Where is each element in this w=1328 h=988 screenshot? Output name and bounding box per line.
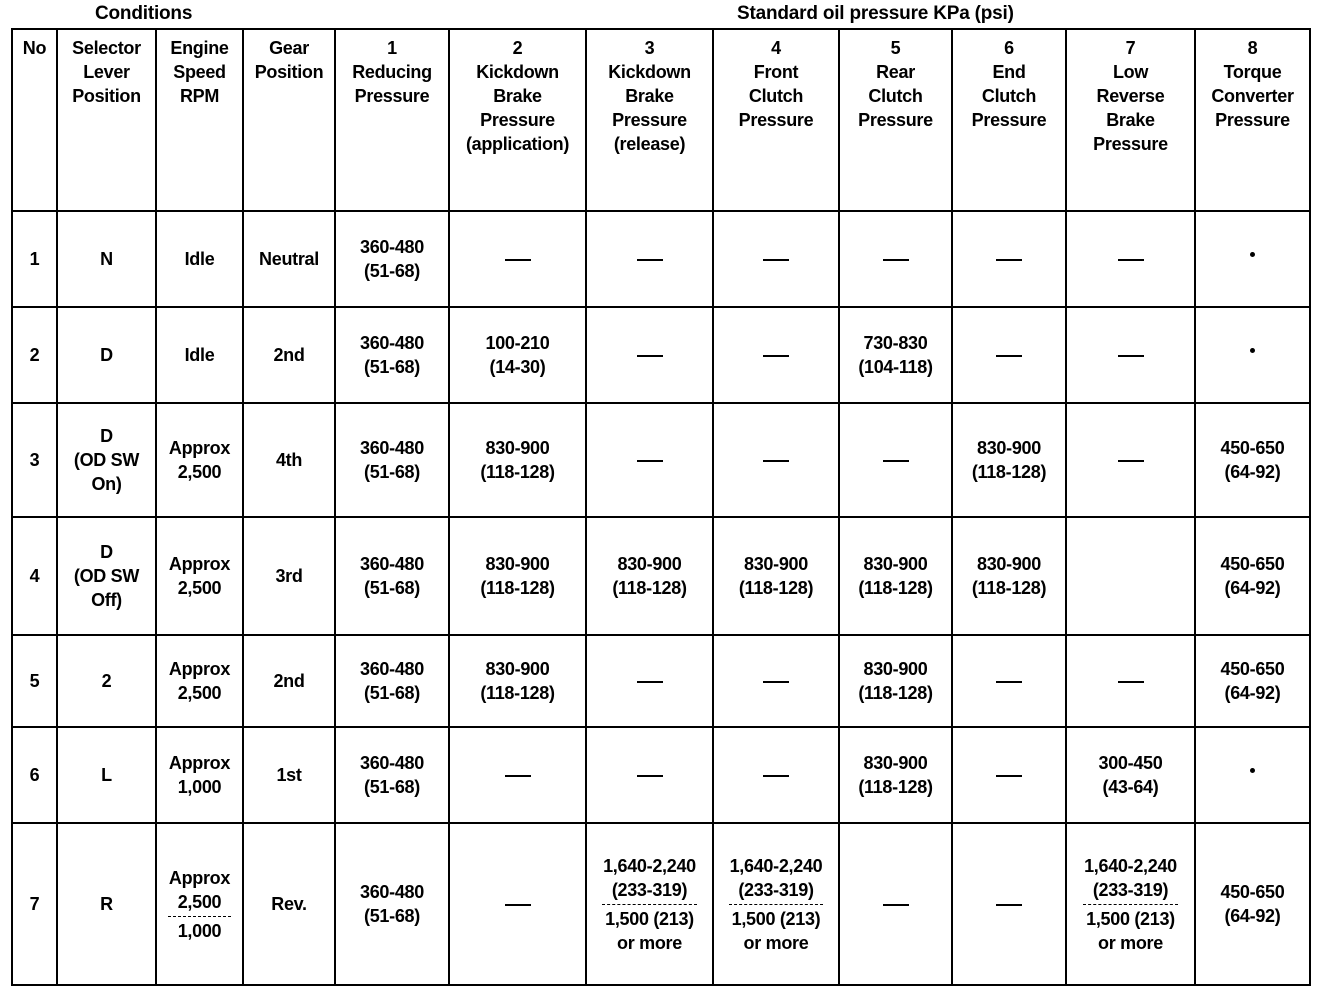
header-row [12,29,1310,211]
cell-end-clutch [952,307,1066,403]
cell-text: 1,500 (213) [605,908,694,929]
cell-text: 1,500 (213) [731,908,821,929]
cell-low-reverse-brake [1066,211,1195,307]
cell-no [12,211,57,307]
cell-text: (233-319) [738,879,814,900]
table-body [12,211,1310,985]
split-divider [729,904,823,905]
no-value-dash [1118,259,1144,261]
cell-kickdown-application [449,635,586,727]
header-text: 5 [890,38,901,58]
no-value-dash [763,355,789,357]
header-front-clutch [713,29,839,211]
no-value-dash [637,259,663,261]
header-text: Lever [83,62,130,82]
cell-no [12,517,57,635]
cell-text: 450-650 [1220,554,1285,574]
cell-low-reverse-brake [1066,635,1195,727]
header-text: (release) [613,134,686,154]
no-value-dash [883,460,909,462]
cell-text: (118-128) [738,578,814,598]
header-text: 8 [1247,38,1258,58]
cell-torque-converter [1195,727,1310,823]
cell-kickdown-application [449,823,586,985]
cell-text: (64-92) [1224,683,1281,703]
cell-no [12,635,57,727]
cell-text: 1st [276,765,302,785]
cell-text: Neutral [259,249,319,269]
header-text: Pressure [971,110,1047,130]
cell-text: 360-480 [360,333,424,353]
cell-end-clutch [952,823,1066,985]
cell-selector-lever [57,307,156,403]
cell-text: 2 [101,671,112,691]
header-selector-lever [57,29,156,211]
cell-text: Approx [168,753,231,773]
cell-gear-position [243,823,335,985]
pressure-caption: Standard oil pressure KPa (psi) [737,3,1014,24]
no-value-dash [1118,460,1144,462]
cell-text: (233-319) [611,879,688,900]
header-text: (application) [465,134,570,154]
header-text: RPM [179,86,220,106]
header-engine-speed [156,29,243,211]
cell-text: 1,000 [177,920,222,941]
cell-end-clutch [952,727,1066,823]
cell-low-reverse-brake [1066,517,1195,635]
header-text: Converter [1211,86,1294,106]
split-divider [168,916,231,917]
cell-text: D [100,426,113,446]
cell-rear-clutch [839,727,952,823]
cell-text: 1,000 [177,777,222,797]
cell-text: (118-128) [480,683,555,703]
no-value-dash [883,904,909,906]
header-text: Low [1112,62,1149,82]
cell-low-reverse-brake [1066,823,1195,985]
cell-torque-converter [1195,517,1310,635]
header-kickdown-application [449,29,586,211]
cell-rear-clutch [839,823,952,985]
cell-text: 360-480 [360,237,424,257]
cell-text: (233-319) [1092,879,1169,900]
header-text: Pressure [1093,134,1168,154]
no-value-dash [996,775,1022,777]
cell-rear-clutch [839,307,952,403]
cell-text: 2nd [273,671,305,691]
cell-selector-lever [57,211,156,307]
cell-text: 100-210 [485,333,550,353]
cell-reducing-pressure [335,211,449,307]
header-text: Pressure [858,110,933,130]
cell-reducing-pressure [335,307,449,403]
cell-text: 830-900 [485,438,550,458]
header-text: 6 [1004,38,1014,58]
cell-rear-clutch [839,211,952,307]
cell-text: 830-900 [863,753,928,773]
header-torque-converter [1195,29,1310,211]
cell-torque-converter [1195,307,1310,403]
cell-text: (51-68) [364,906,420,926]
cell-reducing-pressure [335,823,449,985]
cell-text: (64-92) [1224,906,1281,926]
cell-front-clutch [713,727,839,823]
cell-front-clutch [713,635,839,727]
no-value-dash [763,681,789,683]
header-text: Brake [1106,110,1155,130]
cell-kickdown-release [586,403,713,517]
cell-text: 3rd [275,566,303,586]
cell-kickdown-release [586,727,713,823]
no-value-dash [505,904,531,906]
no-value-dash [637,355,663,357]
oil-pressure-table [11,28,1311,986]
header-no [12,29,57,211]
cell-text: 830-900 [863,554,928,574]
cell-text: 830-900 [863,659,928,679]
cell-text: 2,500 [177,462,222,482]
cell-text: (14-30) [489,357,546,377]
no-value-dash [637,681,663,683]
cell-kickdown-release [586,211,713,307]
cell-end-clutch [952,635,1066,727]
header-text: Front [753,62,799,82]
cell-text: 300-450 [1098,753,1163,773]
cell-text: (64-92) [1224,462,1281,482]
cell-low-reverse-brake [1066,307,1195,403]
no-value-dash [883,259,909,261]
cell-text: 1,640-2,240 [603,855,696,876]
table-row [12,307,1310,403]
header-text: Position [254,62,324,82]
header-reducing-pressure [335,29,449,211]
cell-kickdown-application [449,727,586,823]
no-value-dash [763,259,789,261]
header-text: Selector [72,38,141,58]
table-row [12,403,1310,517]
header-end-clutch [952,29,1066,211]
header-text: Position [72,86,141,106]
cell-selector-lever [57,635,156,727]
cell-text: 830-900 [977,554,1041,574]
no-value-dash [637,775,663,777]
cell-kickdown-application [449,307,586,403]
cell-front-clutch [713,517,839,635]
header-text: Pressure [612,110,687,130]
cell-torque-converter [1195,211,1310,307]
header-text: Pressure [354,86,430,106]
conditions-caption: Conditions [95,3,193,24]
cell-text: 2 [29,345,40,365]
cell-front-clutch [713,307,839,403]
cell-text: R [100,894,113,914]
cell-text: 830-900 [617,554,682,574]
cell-selector-lever [57,727,156,823]
header-text: Gear [269,38,309,58]
cell-text: (51-68) [364,261,420,281]
cell-text: or more [743,932,809,953]
cell-text: (118-128) [858,683,933,703]
cell-engine-speed [156,403,243,517]
header-text: 1 [387,38,397,58]
cell-gear-position [243,635,335,727]
cell-kickdown-release [586,823,713,985]
cell-text: (118-128) [858,578,933,598]
cell-text: L [101,765,112,785]
cell-no [12,403,57,517]
cell-text: Idle [184,249,215,269]
cell-no [12,307,57,403]
cell-text: D [100,345,113,365]
cell-text: 7 [29,894,40,914]
header-text: Reverse [1096,86,1165,106]
header-text: Pressure [1215,110,1290,130]
cell-text: 830-900 [485,659,550,679]
cell-engine-speed [156,727,243,823]
cell-text: 4 [29,566,40,586]
cell-text: 1,500 (213) [1086,908,1175,929]
cell-torque-converter [1195,403,1310,517]
note-dot [1250,252,1255,257]
no-value-dash [996,904,1022,906]
no-value-dash [996,259,1022,261]
cell-text: 360-480 [360,554,424,574]
cell-end-clutch [952,517,1066,635]
cell-gear-position [243,727,335,823]
header-text: Kickdown [608,62,691,82]
cell-gear-position [243,517,335,635]
header-rear-clutch [839,29,952,211]
cell-selector-lever [57,823,156,985]
cell-text: 450-650 [1220,438,1285,458]
cell-text: (51-68) [364,578,420,598]
cell-text: 1,640-2,240 [1084,855,1177,876]
cell-text: 450-650 [1220,659,1285,679]
cell-text: 360-480 [360,438,424,458]
no-value-dash [996,355,1022,357]
cell-text: (64-92) [1224,578,1281,598]
cell-front-clutch [713,403,839,517]
cell-text: (51-68) [364,683,420,703]
note-dot [1250,348,1255,353]
cell-text: (118-128) [971,462,1047,482]
cell-gear-position [243,403,335,517]
table-row [12,727,1310,823]
cell-text: 2,500 [177,891,222,912]
cell-low-reverse-brake [1066,403,1195,517]
table-row [12,823,1310,985]
header-text: Engine [170,38,229,58]
cell-text: or more [1098,932,1163,953]
cell-text: 6 [29,765,40,785]
cell-text: (51-68) [364,357,420,377]
cell-low-reverse-brake [1066,727,1195,823]
cell-no [12,727,57,823]
cell-text: N [100,249,113,269]
no-value-dash [763,460,789,462]
header-text: Brake [625,86,674,106]
cell-text: 3 [29,450,40,470]
cell-front-clutch [713,211,839,307]
header-text: End [992,62,1026,82]
cell-selector-lever [57,517,156,635]
no-value-dash [1118,355,1144,357]
cell-torque-converter [1195,823,1310,985]
header-text: Reducing [352,62,432,82]
cell-reducing-pressure [335,517,449,635]
cell-kickdown-application [449,211,586,307]
table-row [12,635,1310,727]
header-text: 2 [512,38,523,58]
cell-engine-speed [156,823,243,985]
note-dot [1250,768,1255,773]
cell-text: (104-118) [858,357,933,377]
cell-text: 830-900 [744,554,808,574]
cell-kickdown-release [586,307,713,403]
cell-text: Off) [91,590,122,610]
cell-text: 2nd [273,345,305,365]
header-gear-position [243,29,335,211]
cell-rear-clutch [839,517,952,635]
no-value-dash [505,259,531,261]
cell-text: (OD SW [73,450,140,470]
cell-text: (118-128) [971,578,1047,598]
cell-text: 1,640-2,240 [729,855,823,876]
header-kickdown-release [586,29,713,211]
split-divider [1083,904,1179,905]
cell-text: or more [617,932,682,953]
cell-text: Idle [184,345,215,365]
cell-text: On) [91,474,122,494]
cell-gear-position [243,211,335,307]
cell-text: 1 [29,249,40,269]
cell-text: 450-650 [1220,882,1285,902]
cell-text: (118-128) [858,777,933,797]
no-value-dash [637,460,663,462]
cell-text: (51-68) [364,462,420,482]
cell-text: D [100,542,113,562]
header-text: 4 [771,38,781,58]
header-text: Pressure [738,110,814,130]
cell-text: Approx [168,659,231,679]
cell-reducing-pressure [335,635,449,727]
header-text: 7 [1125,38,1136,58]
cell-selector-lever [57,403,156,517]
cell-rear-clutch [839,635,952,727]
cell-text: (118-128) [612,578,687,598]
cell-rear-clutch [839,403,952,517]
no-value-dash [763,775,789,777]
header-text: Clutch [748,86,804,106]
cell-text: (51-68) [364,777,420,797]
cell-front-clutch [713,823,839,985]
table-row [12,211,1310,307]
cell-text: Approx [168,438,231,458]
header-text: Clutch [868,86,923,106]
header-text: Pressure [480,110,555,130]
split-divider [602,904,696,905]
cell-text: 360-480 [360,882,424,902]
cell-kickdown-application [449,403,586,517]
header-low-reverse-brake [1066,29,1195,211]
header-text: Brake [493,86,542,106]
header-text: 3 [644,38,655,58]
header-text: Torque [1223,62,1282,82]
cell-torque-converter [1195,635,1310,727]
cell-text: 730-830 [863,333,928,353]
cell-text: Approx [168,554,231,574]
cell-engine-speed [156,635,243,727]
cell-text: (OD SW [73,566,140,586]
header-text: No [22,38,47,58]
cell-text: (43-64) [1102,777,1159,797]
cell-text: Approx [168,867,231,888]
cell-text: 5 [29,671,40,691]
header-text: Clutch [981,86,1037,106]
cell-kickdown-release [586,635,713,727]
cell-no [12,823,57,985]
cell-gear-position [243,307,335,403]
cell-end-clutch [952,403,1066,517]
cell-text: 4th [275,450,303,470]
table-row [12,517,1310,635]
cell-text: (118-128) [480,462,555,482]
cell-kickdown-release [586,517,713,635]
cell-text: 360-480 [360,753,424,773]
cell-text: 830-900 [977,438,1041,458]
cell-text: 2,500 [177,683,222,703]
no-value-dash [996,681,1022,683]
cell-engine-speed [156,517,243,635]
cell-text: 2,500 [177,578,222,598]
header-text: Rear [876,62,915,82]
header-text: Kickdown [476,62,559,82]
cell-text: 830-900 [485,554,550,574]
cell-kickdown-application [449,517,586,635]
cell-engine-speed [156,211,243,307]
cell-text: Rev. [271,894,307,914]
cell-text: (118-128) [480,578,555,598]
cell-end-clutch [952,211,1066,307]
no-value-dash [1118,681,1144,683]
cell-reducing-pressure [335,403,449,517]
no-value-dash [505,775,531,777]
cell-reducing-pressure [335,727,449,823]
cell-engine-speed [156,307,243,403]
header-text: Speed [173,62,226,82]
cell-text: 360-480 [360,659,424,679]
